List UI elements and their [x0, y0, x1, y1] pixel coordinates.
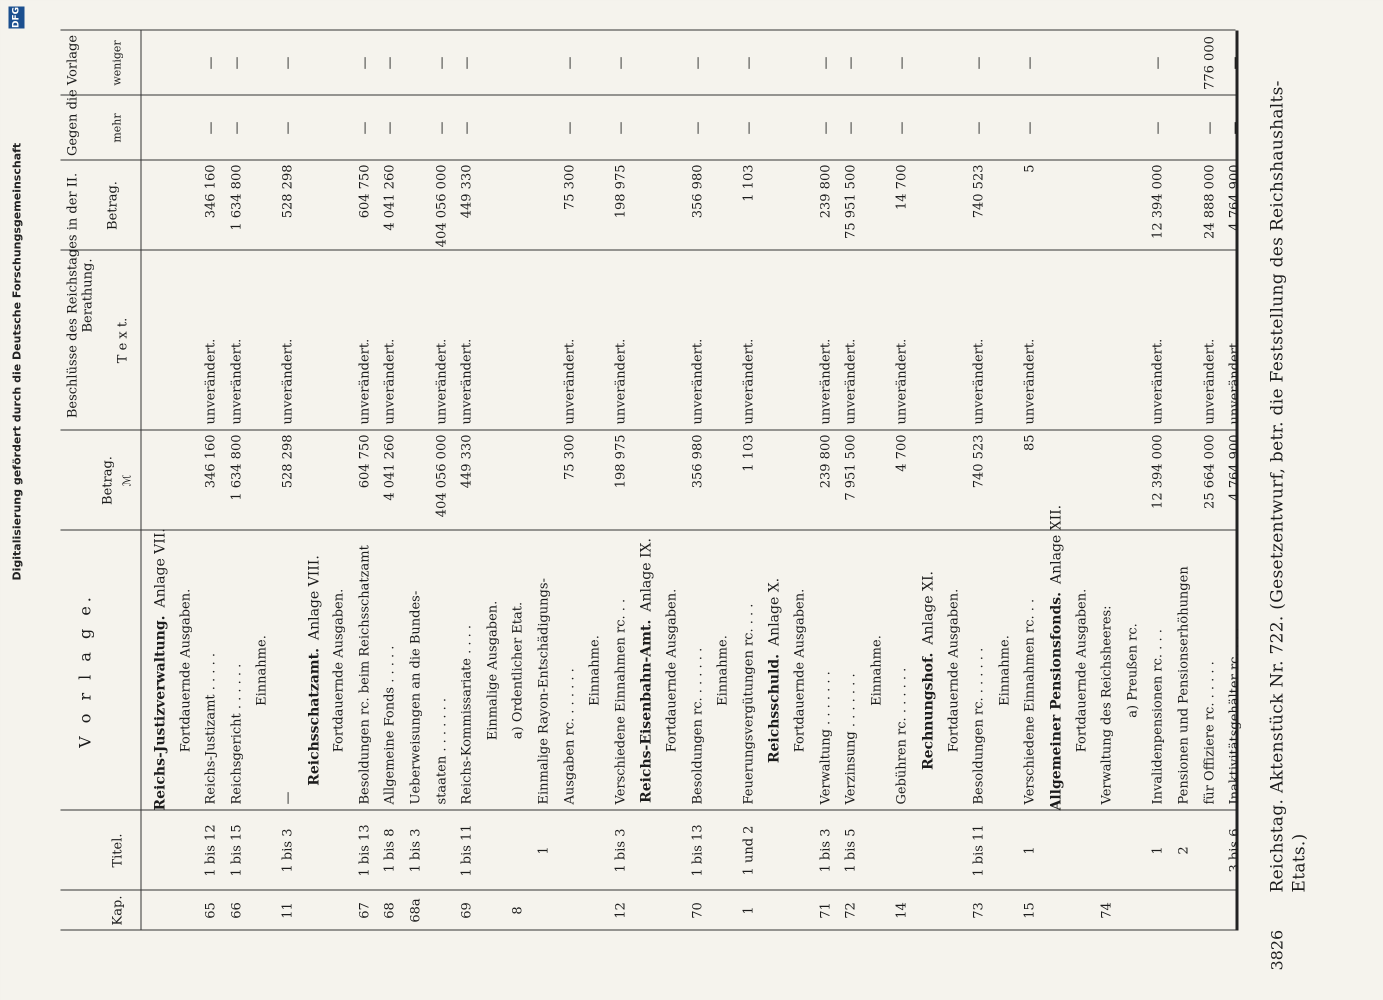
- header-divider: [140, 30, 141, 930]
- cell-kap: 72: [843, 901, 859, 919]
- col-head-vorlage: V o r l a g e.: [75, 592, 94, 748]
- cell-vorlage: Einnahme.: [715, 634, 731, 706]
- page-header: [1260, 22, 1309, 982]
- cell-weniger: —: [561, 56, 577, 69]
- cell-vorlage: Feuerungsvergütungen rc. . . .: [740, 603, 756, 804]
- cell-vorlage: Reichs-Justizamt . . . . .: [203, 652, 219, 804]
- cell-beschluss: unverändert.: [561, 338, 577, 424]
- cell-titel: 1: [536, 845, 551, 855]
- cell-betrag: 4 700: [894, 434, 910, 472]
- cell-vorlage: Allgemeiner Pensionsfonds.Anlage XII.: [1048, 504, 1064, 810]
- cell-beschluss: unverändert.: [612, 338, 628, 424]
- cell-beschluss: unverändert.: [280, 338, 295, 424]
- cell-betrag2: 740 523: [971, 164, 987, 218]
- cell-beschluss: unverändert.: [1022, 338, 1038, 424]
- cell-anlage: Anlage VII.: [152, 527, 168, 607]
- cell-mehr: —: [1201, 121, 1217, 134]
- cell-betrag: 1 103: [740, 434, 756, 472]
- cell-vorlage: Verschiedene Einnahmen rc. . .: [1022, 598, 1038, 804]
- cell-anlage: Anlage IX.: [638, 537, 655, 612]
- cell-vorlage: a) Ordentlicher Etat.: [510, 601, 526, 739]
- cell-betrag: 85: [1022, 434, 1038, 451]
- cell-betrag2: 404 056 000: [433, 164, 449, 247]
- col-head-kap: Kap.: [110, 895, 125, 925]
- cell-betrag2: 198 975: [612, 164, 628, 218]
- cell-titel: 1: [1150, 845, 1166, 855]
- cell-vorlage: Ueberweisungen an die Bundes-: [408, 590, 423, 804]
- cell-betrag2: 346 160: [203, 164, 219, 218]
- cell-kap: 1: [740, 905, 756, 915]
- cell-titel: 1 bis 13: [356, 823, 372, 877]
- cell-weniger: —: [433, 56, 449, 69]
- cell-betrag: 356 980: [689, 434, 705, 488]
- cell-mehr: —: [971, 121, 987, 134]
- cell-titel: 1: [1022, 845, 1038, 855]
- cell-vorlage: Besoldungen rc. . . . . . .: [971, 647, 987, 804]
- cell-mehr: —: [228, 121, 244, 134]
- cell-betrag: 25 664 000: [1201, 434, 1217, 509]
- budget-table: [60, 30, 1243, 930]
- cell-vorlage: Reichs-Kommissariate . . . .: [459, 624, 475, 804]
- cell-kap: 67: [356, 901, 372, 919]
- cell-titel: 1 bis 3: [408, 828, 423, 872]
- cell-betrag: 449 330: [459, 434, 475, 488]
- cell-kap: 8: [510, 905, 526, 915]
- cell-mehr: —: [382, 121, 398, 134]
- cell-kap: 11: [280, 901, 295, 919]
- cell-beschluss: unverändert.: [203, 338, 219, 424]
- cell-betrag: 198 975: [612, 434, 628, 488]
- cell-weniger: —: [459, 56, 475, 69]
- cell-weniger: 776 000: [1201, 35, 1217, 90]
- cell-vorlage: Einnahme.: [587, 634, 603, 706]
- cell-titel: 3 bis 6: [1227, 828, 1243, 872]
- cell-kap: 12: [612, 901, 628, 919]
- cell-titel: 1 bis 12: [203, 823, 219, 877]
- cell-mehr: —: [843, 121, 859, 134]
- cell-vorlage: Ausgaben rc. . . . . . .: [561, 667, 577, 804]
- cell-betrag2: 1 103: [740, 164, 756, 202]
- cell-betrag: 346 160: [203, 434, 219, 488]
- cell-vorlage: Rechnungshof.Anlage XI.: [920, 570, 936, 770]
- cell-weniger: —: [228, 56, 244, 69]
- cell-weniger: —: [1227, 56, 1243, 69]
- cell-vorlage: Besoldungen rc. beim Reichsschatzamt: [356, 544, 372, 804]
- cell-weniger: —: [971, 56, 987, 69]
- cell-vorlage: Einmalige Rayon-Entschädigungs-: [536, 577, 551, 804]
- cell-vorlage: Invalidenpensionen rc. . . .: [1150, 628, 1166, 804]
- cell-titel: 2: [1176, 845, 1191, 855]
- cell-mehr: —: [689, 121, 705, 134]
- cell-vorlage: Fortdauernde Ausgaben.: [331, 588, 347, 752]
- cell-weniger: —: [612, 56, 628, 69]
- cell-vorlage: Verzinsung . . . . . . .: [843, 672, 859, 804]
- cell-mehr: —: [817, 121, 833, 134]
- cell-vorlage: —: [280, 791, 295, 804]
- cell-titel: 1 bis 3: [280, 828, 295, 872]
- cell-betrag2: 24 888 000: [1201, 164, 1217, 239]
- cell-beschluss: unverändert.: [433, 338, 449, 424]
- cell-vorlage: Fortdauernde Ausgaben.: [792, 588, 807, 752]
- cell-weniger: —: [280, 56, 295, 69]
- cell-vorlage: Reichsschatzamt.Anlage VIII.: [305, 554, 322, 786]
- cell-vorlage: Besoldungen rc. . . . . . .: [689, 647, 705, 804]
- cell-mehr: —: [1022, 121, 1038, 134]
- cell-anlage: Anlage XII.: [1048, 504, 1064, 584]
- cell-betrag2: 14 700: [894, 164, 910, 210]
- cell-vorlage: Reichsschuld.Anlage X.: [766, 577, 783, 763]
- cell-kap: 70: [689, 901, 705, 919]
- cell-mehr: —: [1150, 121, 1166, 134]
- cell-betrag: 1 634 800: [228, 434, 244, 501]
- cell-beschluss: unverändert.: [356, 338, 372, 424]
- col-head-gegen: Gegen die Vorlage: [65, 34, 80, 156]
- cell-weniger: —: [894, 56, 910, 69]
- cell-betrag: 740 523: [971, 434, 987, 488]
- cell-titel: 1 bis 15: [228, 823, 244, 877]
- cell-vorlage: staaten . . . . . . .: [433, 697, 449, 804]
- cell-kap: 15: [1022, 901, 1038, 919]
- cell-betrag: 604 750: [356, 434, 372, 488]
- cell-betrag2: 528 298: [280, 164, 295, 218]
- cell-weniger: —: [203, 56, 219, 69]
- cell-vorlage: Reichs-Justizverwaltung.Anlage VII.: [152, 527, 168, 810]
- cell-betrag2: 1 634 800: [228, 164, 244, 231]
- page-title: Reichstag. Aktenstück Nr. 722. (Gesetzentwurf, betr. die Feststellung des Reichshaushalts-Etats.): [1267, 79, 1309, 892]
- cell-kap: 68: [382, 901, 398, 919]
- cell-mehr: —: [433, 121, 449, 134]
- cell-weniger: —: [356, 56, 372, 69]
- cell-kap: 74: [1099, 901, 1115, 919]
- cell-kap: 65: [203, 901, 219, 919]
- cell-weniger: —: [1150, 56, 1166, 69]
- cell-betrag2: 604 750: [356, 164, 372, 218]
- cell-beschluss: unverändert.: [459, 338, 475, 424]
- cell-betrag: 12 394 000: [1150, 434, 1166, 509]
- col-head-mehr: mehr: [110, 112, 123, 143]
- cell-vorlage: Einnahme.: [254, 634, 270, 706]
- cell-betrag2: 449 330: [459, 164, 475, 218]
- cell-vorlage: für Offiziere rc. . . . . .: [1201, 660, 1217, 804]
- cell-kap: 66: [228, 901, 244, 919]
- cell-titel: 1 bis 8: [382, 828, 398, 872]
- cell-titel: 1 bis 3: [612, 828, 628, 872]
- cell-titel: 1 bis 3: [817, 828, 833, 872]
- dfg-logo: DFG: [8, 6, 24, 28]
- cell-titel: 1 bis 11: [971, 823, 987, 877]
- cell-weniger: —: [740, 56, 756, 69]
- cell-anlage: Anlage VIII.: [305, 554, 322, 640]
- cell-titel: 1 bis 5: [843, 828, 859, 872]
- cell-vorlage: Einmalige Ausgaben.: [484, 600, 500, 740]
- cell-beschluss: unverändert.: [228, 338, 244, 424]
- cell-betrag: 7 951 500: [843, 434, 859, 501]
- col-head-text: T e x t.: [115, 317, 130, 363]
- cell-betrag2: 12 394 000: [1150, 164, 1166, 239]
- cell-kap: 71: [817, 901, 833, 919]
- cell-weniger: —: [689, 56, 705, 69]
- cell-kap: 73: [971, 901, 987, 919]
- cell-mehr: —: [280, 121, 295, 134]
- cell-weniger: —: [1022, 56, 1038, 69]
- cell-vorlage: Fortdauernde Ausgaben.: [945, 588, 961, 752]
- cell-vorlage: Verschiedene Einnahmen rc. . .: [612, 598, 628, 804]
- cell-mehr: —: [612, 121, 628, 134]
- cell-beschluss: unverändert.: [894, 338, 910, 424]
- cell-betrag: 239 800: [817, 434, 833, 488]
- cell-mehr: —: [203, 121, 219, 134]
- cell-kap: 14: [894, 901, 910, 919]
- cell-betrag: 4 041 260: [382, 434, 398, 501]
- cell-weniger: —: [843, 56, 859, 69]
- cell-beschluss: unverändert.: [1150, 338, 1166, 424]
- cell-betrag2: 356 980: [689, 164, 705, 218]
- cell-titel: 1 und 2: [740, 825, 756, 875]
- cell-vorlage: a) Preußen rc.: [1124, 622, 1140, 718]
- col-head-betrag: Betrag.: [100, 455, 115, 505]
- cell-beschluss: unverändert.: [689, 338, 705, 424]
- cell-anlage: Anlage X.: [766, 577, 783, 646]
- cell-beschluss: unverändert.: [1201, 338, 1217, 424]
- cell-betrag2: 239 800: [817, 164, 833, 218]
- cell-mehr: —: [561, 121, 577, 134]
- cell-betrag: 75 300: [561, 434, 577, 480]
- cell-weniger: —: [817, 56, 833, 69]
- cell-weniger: —: [382, 56, 398, 69]
- cell-vorlage: Fortdauernde Ausgaben.: [177, 588, 193, 752]
- col-head-beschluesse: Beschlüsse des Reichstages in der II. Berathung.: [65, 172, 95, 418]
- col-head-titel: Titel.: [110, 832, 125, 868]
- cell-mehr: —: [459, 121, 475, 134]
- cell-vorlage: Verwaltung . . . . . . .: [817, 670, 833, 804]
- cell-beschluss: unverändert.: [740, 338, 756, 424]
- cell-betrag2: 4 764 900: [1227, 164, 1243, 231]
- cell-beschluss: unverändert.: [817, 338, 833, 424]
- cell-betrag2: 75 300: [561, 164, 577, 210]
- cell-titel: 1 bis 13: [689, 823, 705, 877]
- cell-beschluss: unverändert.: [1227, 338, 1243, 424]
- cell-betrag: 528 298: [280, 434, 295, 488]
- digitization-note: Digitalisierung gefördert durch die Deutsche Forschungsgemeinschaft: [10, 142, 23, 580]
- col-head-mark: ℳ: [120, 474, 133, 486]
- col-divider: [60, 429, 1235, 430]
- cell-kap: 68a: [408, 897, 423, 923]
- cell-betrag: 404 056 000: [433, 434, 449, 517]
- page-number: 3826: [1267, 929, 1286, 970]
- cell-vorlage: Fortdauernde Ausgaben.: [1073, 588, 1089, 752]
- cell-beschluss: unverändert.: [971, 338, 987, 424]
- cell-titel: 1 bis 11: [459, 823, 475, 877]
- cell-vorlage: Reichs-Eisenbahn-Amt.Anlage IX.: [638, 537, 655, 803]
- cell-betrag2: 75 951 500: [843, 164, 859, 239]
- cell-vorlage: Einnahme.: [868, 634, 884, 706]
- cell-betrag: 4 764 900: [1227, 434, 1243, 501]
- cell-vorlage: Verwaltung des Reichsheeres:: [1099, 604, 1115, 804]
- cell-mehr: —: [356, 121, 372, 134]
- cell-anlage: Anlage XI.: [920, 570, 936, 645]
- col-head-betrag2: Betrag.: [105, 180, 120, 230]
- cell-vorlage: Fortdauernde Ausgaben.: [664, 588, 679, 752]
- cell-vorlage: Reichsgericht . . . . . .: [228, 663, 244, 804]
- cell-mehr: —: [894, 121, 910, 134]
- cell-vorlage: Pensionen und Pensionserhöhungen: [1176, 565, 1191, 804]
- cell-vorlage: Einnahme.: [996, 634, 1012, 706]
- cell-vorlage: Inaktivitätsgehälter rc. . . .: [1227, 627, 1243, 804]
- cell-beschluss: unverändert.: [382, 338, 398, 424]
- cell-beschluss: unverändert.: [843, 338, 859, 424]
- cell-mehr: —: [740, 121, 756, 134]
- cell-mehr: —: [1227, 121, 1243, 134]
- cell-vorlage: Allgemeine Fonds . . . . .: [382, 645, 398, 804]
- cell-kap: 69: [459, 901, 475, 919]
- cell-betrag2: 4 041 260: [382, 164, 398, 231]
- cell-vorlage: Gebühren rc. . . . . . .: [894, 667, 910, 804]
- col-head-weniger: weniger: [110, 39, 123, 86]
- cell-betrag2: 5: [1022, 164, 1038, 173]
